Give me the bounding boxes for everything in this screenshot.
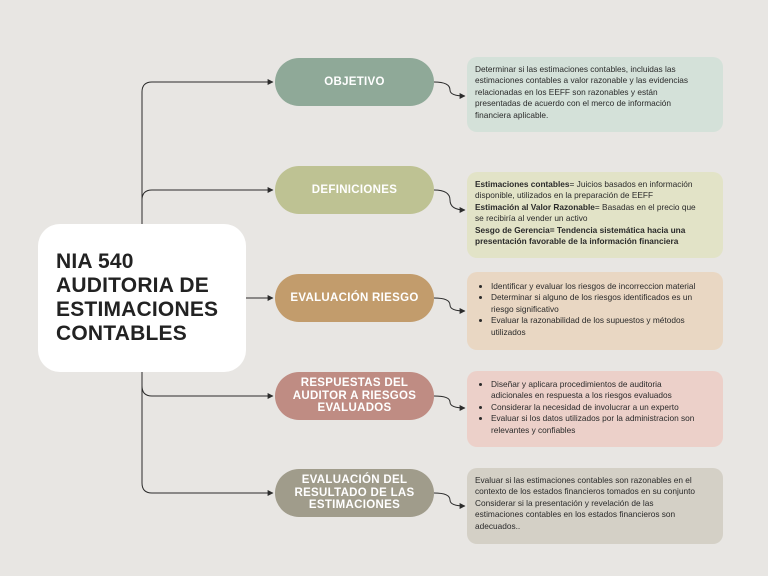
desc-line: se recibiría al vender un activo (475, 213, 588, 224)
bullet-item (491, 379, 715, 402)
desc-evaluacion-riesgo (467, 272, 723, 350)
node-objetivo-label: OBJETIVO (324, 75, 385, 88)
connector-to-definiciones (142, 190, 273, 200)
definition-valor-razonable (475, 202, 715, 213)
bullet-line: • Evaluar si los datos utilizados por la administracion son (491, 413, 695, 424)
connector-to-resultado (142, 386, 273, 493)
main-topic-box (38, 224, 246, 372)
connector-definiciones-desc (434, 190, 465, 210)
desc-line: presentadas de acuerdo con el merco de información (475, 98, 672, 109)
desc-line: Evaluar si las estimaciones contables son razonables en el (475, 475, 692, 485)
bullet-item (491, 402, 715, 413)
desc-respuestas (467, 371, 723, 447)
node-respuestas-label: RESPUESTAS DEL (300, 377, 409, 390)
node-resultado-label: ESTIMACIONES (308, 499, 401, 512)
definition-term: Estimación al Valor Razonable (475, 201, 595, 212)
node-respuestas (275, 372, 434, 420)
connector-respuestas-desc (434, 396, 465, 408)
definition-sesgo-line: presentación favorable de la información financiera (475, 236, 679, 247)
desc-line: relacionadas en los EEFF son razonables y están (475, 86, 658, 97)
connector-evaluacion-desc (434, 298, 465, 311)
node-definiciones-label: DEFINICIONES (311, 183, 398, 196)
bullet-item (491, 315, 715, 338)
bullet-item (491, 292, 715, 315)
desc-line: Considerar si la presentación y revelación de las (475, 497, 654, 508)
main-title-line: ESTIMACIONES (56, 298, 219, 321)
node-resultado-label: EVALUACIÓN DEL (301, 474, 408, 487)
bullet-line: utilizados (491, 326, 526, 337)
bullet-line: • Evaluar la razonabilidad de los supuestos y métodos (491, 315, 685, 326)
desc-line: estimaciones contables a valor razonable y las evidencias (475, 75, 689, 86)
desc-line: contexto de los estados financieros tomados en su conjunto (475, 486, 696, 497)
definition-sesgo-line: Sesgo de Gerencia= Tendencia sistemática hacia una (475, 224, 686, 235)
node-resultado-label: RESULTADO DE LAS (294, 486, 415, 499)
main-title-line: AUDITORIA DE (56, 274, 209, 297)
definition-text: = Basadas en el precio que (594, 201, 696, 212)
node-evaluacion-riesgo (275, 274, 434, 322)
desc-line: Determinar si las estimaciones contables, incluidas las (475, 64, 676, 74)
bullet-item (491, 413, 715, 436)
main-title-line: NIA 540 (56, 250, 134, 273)
desc-line: disponible, utilizados en la preparación de EEFF (475, 190, 654, 201)
node-evaluacion-riesgo-label: EVALUACIÓN RIESGO (290, 291, 419, 304)
bullet-item (491, 281, 715, 292)
bullet-line: • Diseñar y aplicara procedimientos de auditoria (491, 379, 662, 389)
definition-estimaciones-contables (475, 179, 715, 190)
desc-line: adecuados.. (475, 520, 521, 531)
node-definiciones (275, 166, 434, 214)
bullet-list (475, 281, 715, 338)
node-objetivo (275, 58, 434, 106)
definition-term: Estimaciones contables (475, 179, 570, 189)
desc-line: estimaciones contables en los estados financieros son (475, 509, 676, 520)
node-respuestas-label: EVALUADOS (317, 402, 392, 415)
bullet-line: relevantes y confiables (491, 424, 576, 435)
desc-line: financiera aplicable. (475, 109, 549, 120)
bullet-line: • Identificar y evaluar los riesgos de incorreccion material (491, 281, 696, 291)
desc-objetivo (467, 57, 723, 132)
desc-definiciones (467, 172, 723, 258)
bullet-line: adicionales en respuesta a los riesgos evaluados (491, 390, 672, 401)
connector-objetivo-desc (434, 82, 465, 96)
definition-text: = Juicios basados en información (569, 179, 693, 189)
bullet-line: riesgo significativo (491, 303, 559, 314)
node-resultado (275, 469, 434, 517)
bullet-list (475, 379, 715, 436)
desc-resultado (467, 468, 723, 544)
bullet-line: • Considerar la necesidad de involucrar a un experto (491, 401, 679, 412)
connector-resultado-desc (434, 493, 465, 506)
bullet-line: • Determinar si alguno de los riesgos identificados es un (491, 292, 693, 303)
main-title-line: CONTABLES (56, 322, 187, 345)
node-respuestas-label: AUDITOR A RIESGOS (292, 389, 417, 402)
